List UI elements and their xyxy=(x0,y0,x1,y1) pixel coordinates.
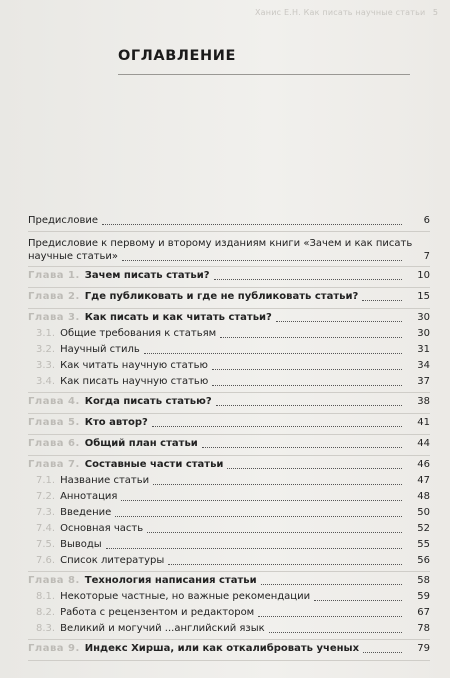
toc-row-text: Великий и могучий ...английский язык xyxy=(60,623,265,634)
toc-chapter-9 xyxy=(28,641,430,655)
toc-separator xyxy=(28,231,430,232)
toc-page-number: 38 xyxy=(417,396,430,407)
toc-leader-dots xyxy=(261,583,402,585)
toc-row-text: Выводы xyxy=(60,539,102,550)
toc-page-number: 31 xyxy=(417,344,430,355)
toc-separator xyxy=(28,413,430,414)
toc-chapter-2 xyxy=(28,289,430,303)
toc-separator xyxy=(28,660,430,661)
toc-chapter-label: Глава 4. xyxy=(28,396,80,407)
toc-section-3-1 xyxy=(36,326,430,340)
toc-page-number: 10 xyxy=(417,270,430,281)
toc-section-7-5 xyxy=(36,537,430,551)
toc-chapter-label: Глава 8. xyxy=(28,575,80,586)
toc-page-number: 30 xyxy=(417,328,430,339)
toc-chapter-label: Глава 7. xyxy=(28,459,80,470)
toc-page-number: 44 xyxy=(417,438,430,449)
toc-section-label: 7.4. xyxy=(36,523,56,534)
toc-separator xyxy=(28,392,430,393)
toc-page-number: 34 xyxy=(417,360,430,371)
toc-section-7-3 xyxy=(36,505,430,519)
toc-section-label: 7.6. xyxy=(36,555,56,566)
toc-leader-dots xyxy=(220,336,402,338)
bleed-through-header: Ханис Е.Н. Как писать научные статьи xyxy=(255,8,426,17)
toc-chapter-3 xyxy=(28,310,430,324)
toc-row-text-line2: научные статьи» xyxy=(28,251,119,262)
toc-leader-dots xyxy=(362,299,402,301)
toc-separator xyxy=(28,266,430,267)
toc-row-text: Как писать и как читать статьи? xyxy=(84,312,272,323)
toc-section-label: 8.2. xyxy=(36,607,56,618)
toc-leader-dots xyxy=(276,320,402,322)
toc-page-number: 52 xyxy=(417,523,430,534)
toc-row-preface-editions xyxy=(28,237,430,263)
toc-leader-dots xyxy=(214,278,402,280)
toc-page-number: 50 xyxy=(417,507,430,518)
toc-chapter-6 xyxy=(28,436,430,450)
toc-leader-dots xyxy=(363,651,402,653)
toc-row-text: Основная часть xyxy=(60,523,144,534)
toc-chapter-8 xyxy=(28,573,430,587)
toc-section-7-6 xyxy=(36,553,430,567)
toc-section-label: 3.1. xyxy=(36,328,56,339)
toc-row-text: Некоторые частные, но важные рекомендации xyxy=(60,591,311,602)
toc-page-number: 55 xyxy=(417,539,430,550)
toc-row-text: Общий план статьи xyxy=(84,438,198,449)
toc-leader-dots xyxy=(102,223,402,225)
toc-row-text: Как читать научную статью xyxy=(60,360,208,371)
toc-separator xyxy=(28,639,430,640)
toc-row-text: Когда писать статью? xyxy=(84,396,212,407)
toc-leader-dots xyxy=(122,259,402,261)
toc-section-label: 7.3. xyxy=(36,507,56,518)
toc-leader-dots xyxy=(147,531,402,533)
toc-row-line2 xyxy=(28,250,430,263)
toc-page-number: 7 xyxy=(423,251,430,262)
toc-row-text: Как писать научную статью xyxy=(60,376,209,387)
toc-chapter-label: Глава 5. xyxy=(28,417,80,428)
toc-separator xyxy=(28,455,430,456)
toc-row-text: Технология написания статьи xyxy=(84,575,257,586)
toc-chapter-1 xyxy=(28,268,430,282)
toc-page-number: 46 xyxy=(417,459,430,470)
toc-leader-dots xyxy=(152,425,402,427)
bleed-through-page-number: 5 xyxy=(432,8,438,17)
toc-chapter-5 xyxy=(28,415,430,429)
toc-leader-dots xyxy=(153,483,402,485)
toc-row-text: Список литературы xyxy=(60,555,165,566)
toc-row-text: Кто автор? xyxy=(84,417,148,428)
toc-chapter-label: Глава 2. xyxy=(28,291,80,302)
toc-section-7-2 xyxy=(36,489,430,503)
toc-leader-dots xyxy=(106,547,402,549)
toc-row-text: Научный стиль xyxy=(60,344,140,355)
toc-row-text: Введение xyxy=(60,507,112,518)
toc-page-number: 56 xyxy=(417,555,430,566)
toc-leader-dots xyxy=(168,563,402,565)
toc-page-number: 59 xyxy=(417,591,430,602)
toc-row-text: Общие требования к статьям xyxy=(60,328,217,339)
toc-section-7-4 xyxy=(36,521,430,535)
toc-section-3-3 xyxy=(36,358,430,372)
toc-row-text: Работа с рецензентом и редактором xyxy=(60,607,255,618)
toc-page-number: 58 xyxy=(417,575,430,586)
toc-chapter-label: Глава 9. xyxy=(28,643,80,654)
toc-chapter-4 xyxy=(28,394,430,408)
toc-page-number: 67 xyxy=(417,607,430,618)
toc-chapter-label: Глава 3. xyxy=(28,312,80,323)
toc-row-preface xyxy=(28,213,430,227)
toc-row-text: Где публиковать и где не публиковать статьи? xyxy=(84,291,359,302)
toc-page-number: 30 xyxy=(417,312,430,323)
toc-leader-dots xyxy=(216,404,402,406)
toc-separator xyxy=(28,287,430,288)
toc-section-7-1 xyxy=(36,473,430,487)
toc-page-number: 6 xyxy=(423,215,430,226)
toc-section-label: 8.1. xyxy=(36,591,56,602)
toc-page-number: 47 xyxy=(417,475,430,486)
toc-row-text: Зачем писать статьи? xyxy=(84,270,210,281)
toc-section-label: 7.1. xyxy=(36,475,56,486)
toc-chapter-label: Глава 6. xyxy=(28,438,80,449)
toc-page-number: 41 xyxy=(417,417,430,428)
toc-page-number: 48 xyxy=(417,491,430,502)
toc-leader-dots xyxy=(144,352,402,354)
toc-chapter-7 xyxy=(28,457,430,471)
toc-separator xyxy=(28,571,430,572)
toc-separator xyxy=(28,434,430,435)
toc-row-text-line1: Предисловие к первому и второму изданиям книги «Зачем и как писать xyxy=(28,238,413,249)
toc-section-label: 8.3. xyxy=(36,623,56,634)
toc-leader-dots xyxy=(121,499,402,501)
toc-leader-dots xyxy=(258,615,402,617)
toc-leader-dots xyxy=(314,599,402,601)
toc-section-label: 3.3. xyxy=(36,360,56,371)
toc-page-number: 15 xyxy=(417,291,430,302)
toc-leader-dots xyxy=(212,384,402,386)
toc-page-number: 79 xyxy=(417,643,430,654)
toc-section-3-2 xyxy=(36,342,430,356)
toc-leader-dots xyxy=(115,515,402,517)
toc-row-text: Индекс Хирша, или как откалибровать ученых xyxy=(84,643,360,654)
toc-page-number: 37 xyxy=(417,376,430,387)
toc-section-label: 3.4. xyxy=(36,376,56,387)
page-title: ОГЛАВЛЕНИЕ xyxy=(118,48,237,64)
toc-row-text: Составные части статьи xyxy=(84,459,224,470)
toc-section-8-1 xyxy=(36,589,430,603)
toc-row-text: Название статьи xyxy=(60,475,150,486)
toc-section-8-2 xyxy=(36,605,430,619)
toc-leader-dots xyxy=(212,368,402,370)
toc-section-label: 7.2. xyxy=(36,491,56,502)
toc-page-number: 78 xyxy=(417,623,430,634)
title-underline xyxy=(118,70,410,75)
toc-section-8-3 xyxy=(36,621,430,635)
toc-leader-dots xyxy=(269,631,402,633)
toc-row-text: Аннотация xyxy=(60,491,118,502)
toc-section-label: 3.2. xyxy=(36,344,56,355)
toc-leader-dots xyxy=(227,467,402,469)
toc-chapter-label: Глава 1. xyxy=(28,270,80,281)
toc-row-text: Предисловие xyxy=(28,215,98,226)
toc-leader-dots xyxy=(202,446,402,448)
toc-separator xyxy=(28,308,430,309)
toc-section-3-4 xyxy=(36,374,430,388)
toc-section-label: 7.5. xyxy=(36,539,56,550)
